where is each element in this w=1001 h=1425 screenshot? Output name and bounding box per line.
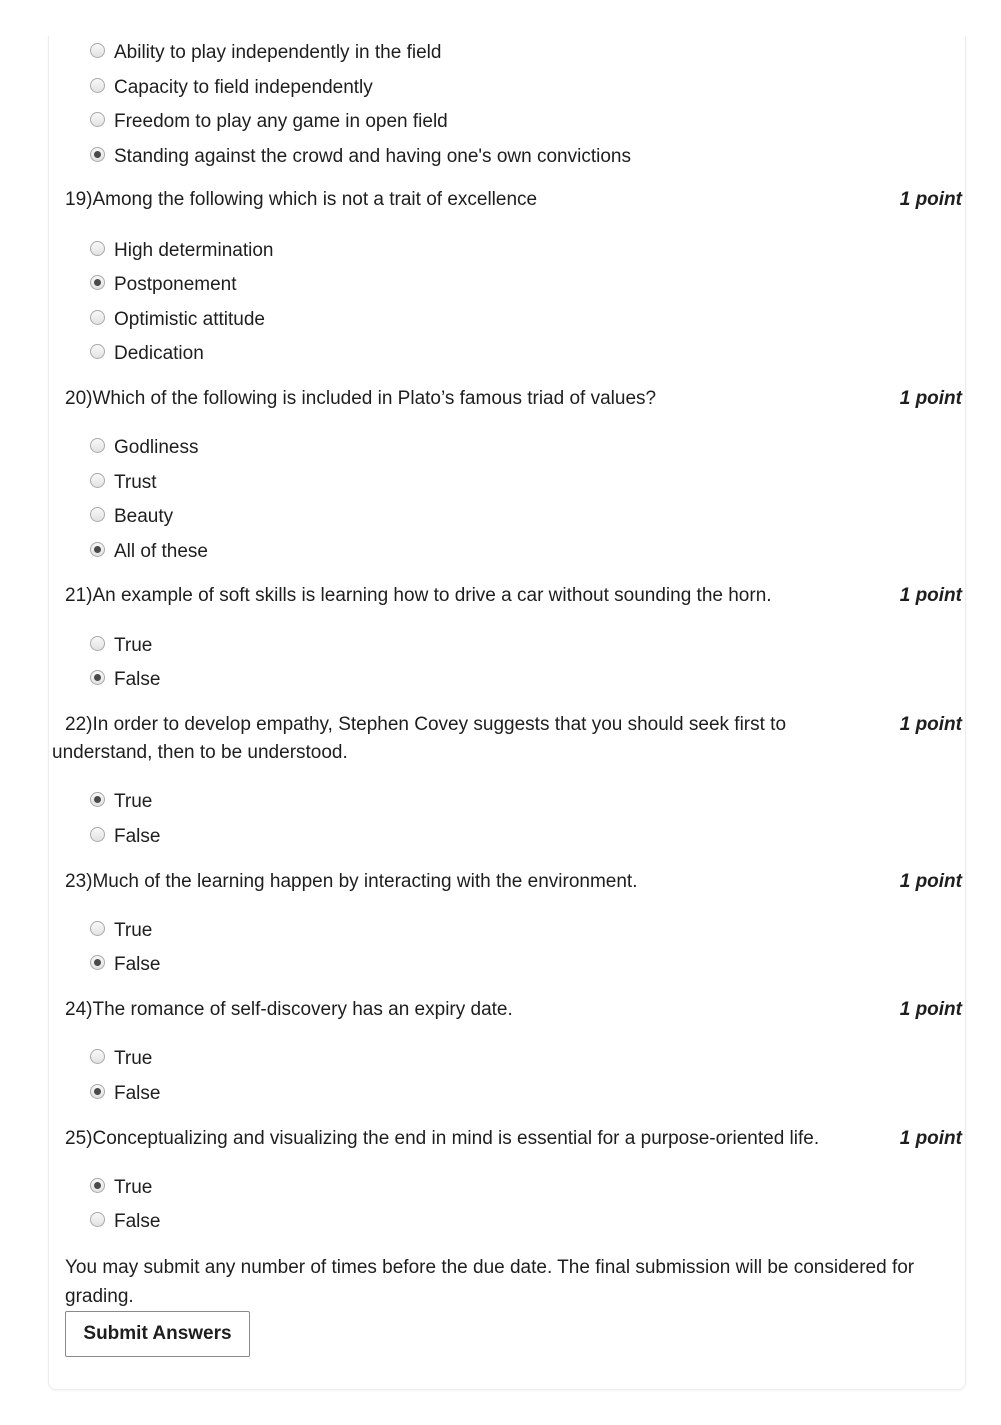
option-label: False (114, 954, 161, 975)
q24-option-1[interactable] (90, 1046, 152, 1072)
submission-notice: You may submit any number of times before the due date. The final submission will be considered for grading. (65, 1257, 915, 1307)
points-label: 1 point (899, 999, 962, 1020)
q23-option-2[interactable] (90, 952, 160, 978)
option-label: High determination (114, 240, 274, 261)
q20-option-1[interactable] (90, 435, 199, 461)
radio-button[interactable] (90, 827, 105, 842)
option-label: False (114, 669, 161, 690)
q18-option-3[interactable] (90, 109, 448, 135)
radio-button[interactable] (90, 542, 105, 557)
q22-option-1[interactable] (90, 789, 152, 815)
points-label: 1 point (899, 585, 962, 606)
question-number: 19) (65, 189, 93, 210)
radio-button[interactable] (90, 473, 105, 488)
option-label: Capacity to field independently (114, 77, 373, 98)
points-label: 1 point (899, 714, 962, 735)
q18-option-4[interactable] (90, 144, 631, 170)
option-label: False (114, 826, 161, 847)
question-24 (65, 996, 845, 1024)
option-label: True (114, 791, 153, 812)
option-label: True (114, 635, 153, 656)
question-number: 22) (65, 714, 93, 735)
question-text: An example of soft skills is learning how to drive a car without sounding the horn. (92, 585, 772, 606)
points-label: 1 point (899, 1128, 962, 1149)
option-label: Ability to play independently in the field (114, 42, 442, 63)
radio-button[interactable] (90, 636, 105, 651)
question-23 (65, 868, 845, 896)
submit-answers-button[interactable]: Submit Answers (65, 1311, 250, 1357)
question-text: In order to develop empathy, Stephen Covey suggests that you should seek first to understand, then to be understood. (52, 714, 787, 763)
option-label: False (114, 1211, 161, 1232)
option-label: All of these (114, 541, 208, 562)
radio-button[interactable] (90, 921, 105, 936)
radio-button[interactable] (90, 43, 105, 58)
q20-option-3[interactable] (90, 504, 173, 530)
option-label: Trust (114, 472, 157, 493)
option-label: Postponement (114, 274, 237, 295)
radio-button[interactable] (90, 1212, 105, 1227)
question-text: Much of the learning happen by interacting with the environment. (92, 871, 638, 892)
question-21 (65, 582, 845, 610)
radio-button[interactable] (90, 112, 105, 127)
question-19 (65, 186, 845, 214)
q23-option-1[interactable] (90, 918, 152, 944)
q20-option-2[interactable] (90, 470, 157, 496)
question-text: Which of the following is included in Plato’s famous triad of values? (92, 388, 657, 409)
radio-button[interactable] (90, 310, 105, 325)
q21-option-1[interactable] (90, 633, 152, 659)
question-text: Among the following which is not a trait of excellence (92, 189, 538, 210)
q19-option-1[interactable] (90, 238, 273, 264)
option-label: True (114, 1177, 153, 1198)
q19-option-3[interactable] (90, 307, 265, 333)
option-label: Freedom to play any game in open field (114, 111, 448, 132)
radio-button[interactable] (90, 241, 105, 256)
points-label: 1 point (899, 871, 962, 892)
option-label: True (114, 920, 153, 941)
q18-option-1[interactable] (90, 40, 441, 66)
q20-option-4[interactable] (90, 539, 208, 565)
radio-button[interactable] (90, 507, 105, 522)
option-label: Godliness (114, 437, 199, 458)
q19-option-4[interactable] (90, 341, 204, 367)
question-text: The romance of self-discovery has an expiry date. (92, 999, 513, 1020)
radio-button[interactable] (90, 78, 105, 93)
radio-button[interactable] (90, 147, 105, 162)
option-label: Dedication (114, 343, 204, 364)
q19-option-2[interactable] (90, 272, 237, 298)
q24-option-2[interactable] (90, 1081, 160, 1107)
option-label: False (114, 1083, 161, 1104)
question-25 (65, 1125, 845, 1153)
question-number: 24) (65, 999, 93, 1020)
option-label: Standing against the crowd and having one's own convictions (114, 146, 631, 167)
question-number: 20) (65, 388, 93, 409)
q25-option-1[interactable] (90, 1175, 152, 1201)
option-label: True (114, 1048, 153, 1069)
radio-button[interactable] (90, 275, 105, 290)
radio-button[interactable] (90, 344, 105, 359)
question-number: 23) (65, 871, 93, 892)
q18-option-2[interactable] (90, 75, 373, 101)
radio-button[interactable] (90, 438, 105, 453)
question-text: Conceptualizing and visualizing the end in mind is essential for a purpose-oriented life. (92, 1128, 820, 1149)
points-label: 1 point (899, 189, 962, 210)
q22-option-2[interactable] (90, 824, 160, 850)
radio-button[interactable] (90, 792, 105, 807)
question-number: 21) (65, 585, 93, 606)
radio-button[interactable] (90, 670, 105, 685)
q25-option-2[interactable] (90, 1209, 160, 1235)
option-label: Optimistic attitude (114, 309, 265, 330)
points-label: 1 point (899, 388, 962, 409)
radio-button[interactable] (90, 1178, 105, 1193)
question-number: 25) (65, 1128, 93, 1149)
q21-option-2[interactable] (90, 667, 160, 693)
option-label: Beauty (114, 506, 174, 527)
radio-button[interactable] (90, 1084, 105, 1099)
question-22 (52, 711, 842, 767)
radio-button[interactable] (90, 955, 105, 970)
question-20 (65, 385, 845, 413)
radio-button[interactable] (90, 1049, 105, 1064)
